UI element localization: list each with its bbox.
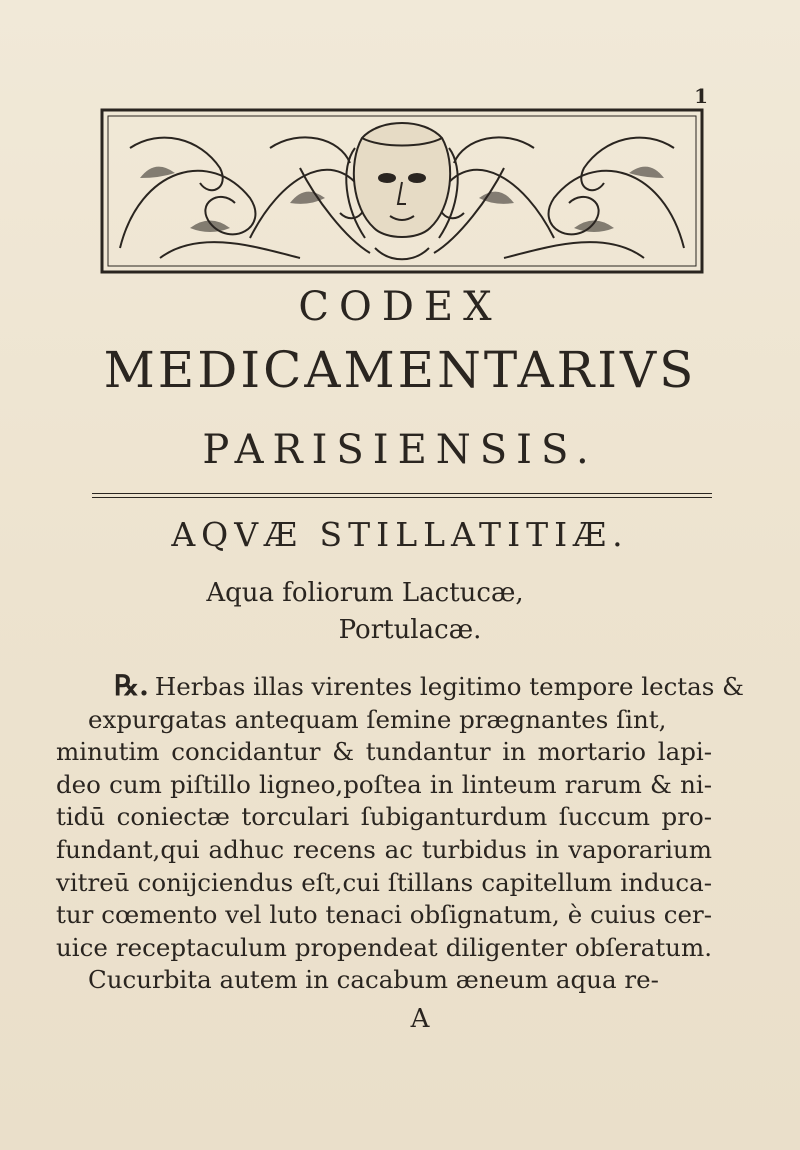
signature-mark: A <box>410 1004 430 1034</box>
body-line-4: deo cum piſtillo ligneo,poſtea in linteum rarum & ni- <box>56 769 712 799</box>
title-line-codex: CODEX <box>298 284 502 330</box>
page-number: 1 <box>694 84 708 108</box>
double-rule-divider <box>92 493 712 498</box>
body-line-5: tidū coniectæ torculari ſubiganturdum ſuccum pro- <box>56 802 712 832</box>
body-line-10: Cucurbita autem in cacabum æneum aqua re- <box>88 965 659 995</box>
body-line-1: ℞. Herbas illas virentes legitimo tempore lectas & <box>114 669 744 702</box>
body-line-7: vitreū conijciendus eſt,cui ſtillans capitellum induca- <box>56 867 712 897</box>
body-line-3: minutim concidantur & tundantur in mortario lapi- <box>56 737 712 767</box>
subheading-line-1: Aqua foliorum Lactucæ, <box>206 578 524 608</box>
title-line-parisiensis: PARISIENSIS. <box>202 427 598 473</box>
section-heading: AQVÆ STILLATITIÆ. <box>171 515 629 554</box>
body-line-6: fundant,qui adhuc recens ac turbidus in vaporarium <box>56 834 712 864</box>
subheading-line-2: Portulacæ. <box>338 615 482 645</box>
body-line-8: tur cœmento vel luto tenaci obſignatum, è cuius cer- <box>56 900 712 930</box>
body-line-2: expurgatas antequam ſemine prægnantes ſint, <box>88 704 667 734</box>
body-text <box>56 669 744 997</box>
floral-headpiece-with-face-icon <box>100 108 704 274</box>
body-line-9: uice receptaculum propendeat diligenter obſeratum. <box>56 932 712 962</box>
recipe-sign: ℞. <box>114 669 149 702</box>
title-line-medicamentarius: MEDICAMENTARIVS <box>103 341 697 399</box>
